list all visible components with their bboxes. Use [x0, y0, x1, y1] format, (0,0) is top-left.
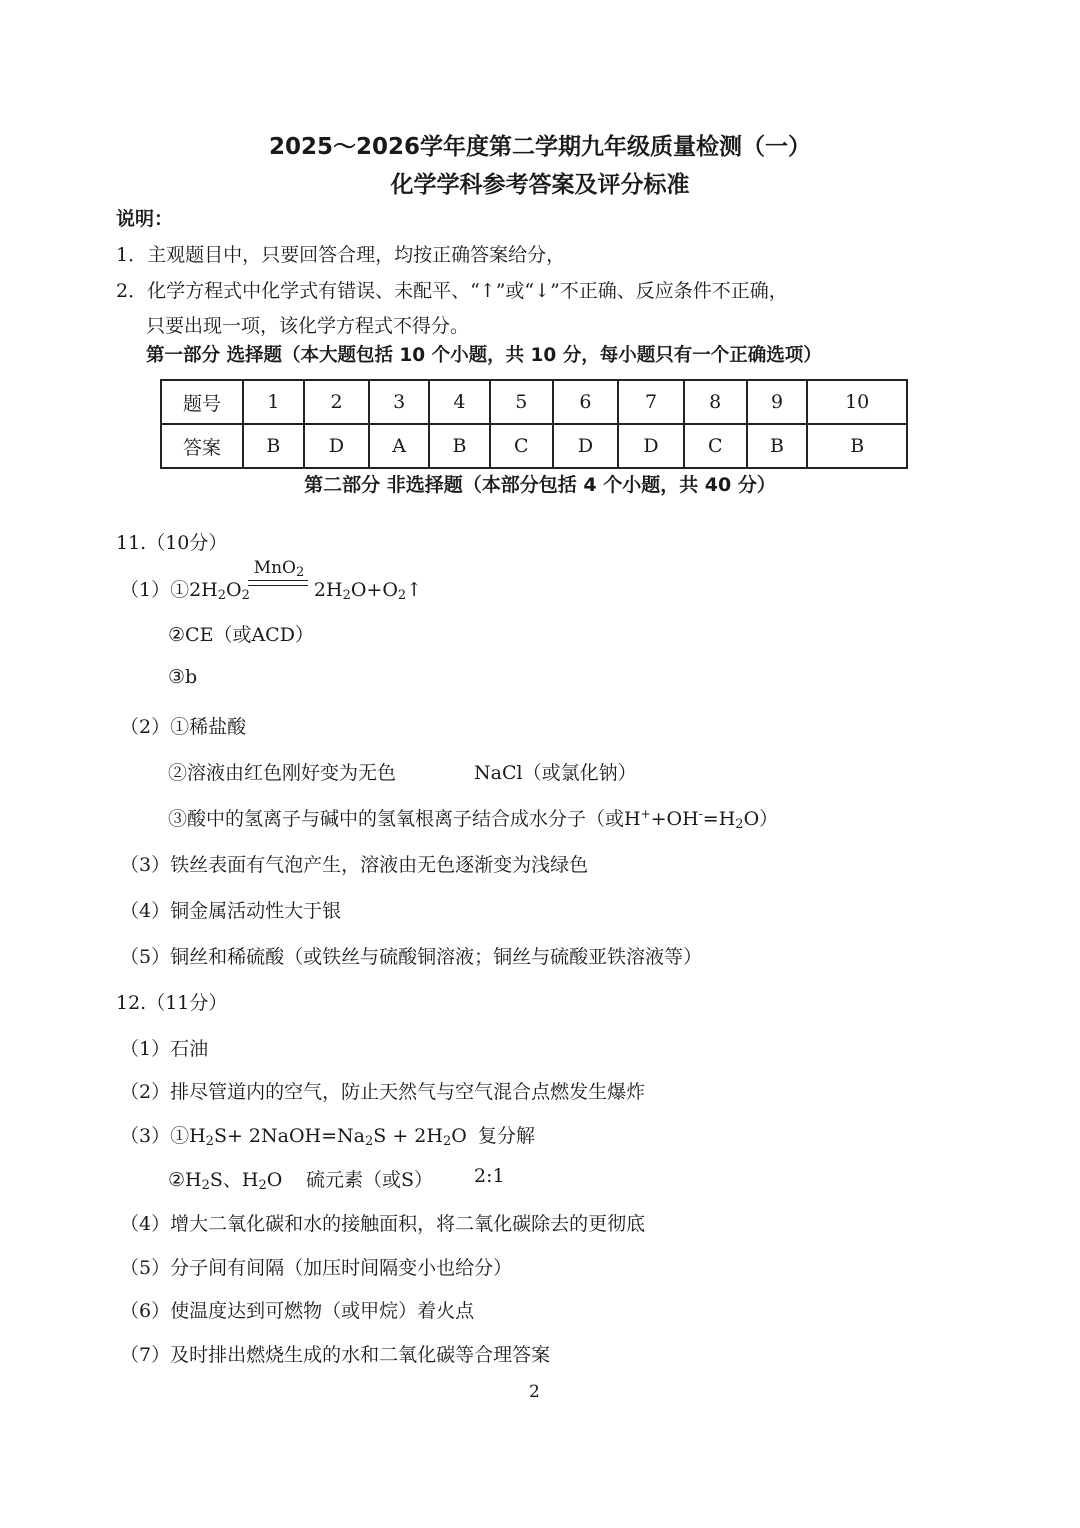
question-number: 2 [304, 380, 370, 424]
answer-cell: A [369, 424, 429, 468]
question-number: 8 [684, 380, 747, 424]
q11-p2-item2b: NaCl（或氯化钠） [474, 762, 637, 784]
catalyst-label: MnO$_2$ [253, 558, 305, 580]
answer-cell: B [243, 424, 304, 468]
q12-p7: （7）及时排出燃烧生成的水和二氧化碳等合理答案 [120, 1344, 551, 1366]
page-number: 2 [529, 1382, 540, 1402]
q11-p1-equation: $(1)①2H_2O_2$ $2H_2O+O_2↑$ [120, 579, 423, 603]
answer-cell: D [304, 424, 370, 468]
part1-heading: 第一部分 选择题（本大题包括 10 个小题，共 10 分，每小题只有一个正确选项） [146, 345, 822, 366]
note-item-2-cont: 只要出现一项，该化学方程式不得分。 [146, 315, 470, 337]
q11-p2-item3-text: ③酸中的氢离子与碱中的氢氧根离子结合成水分子（或H [168, 808, 641, 830]
question-number: 6 [553, 380, 619, 424]
q11-p1-item2: ②CE（或ACD） [168, 624, 314, 646]
q12-p4: （4）增大二氧化碳和水的接触面积，将二氧化碳除去的更彻底 [120, 1213, 646, 1235]
q12-title: 12.（11分） [116, 992, 228, 1014]
table-row-answers [161, 424, 907, 468]
q12-p3-item2a: $②H_2S$、$H_2O$ [168, 1169, 283, 1193]
question-number: 5 [490, 380, 553, 424]
q11-p3: （3）铁丝表面有气泡产生，溶液由无色逐渐变为浅绿色 [120, 854, 589, 876]
question-number: 10 [807, 380, 907, 424]
q11-p1-item3: ③b [168, 666, 198, 688]
q12-p3-reaction-type: 复分解 [478, 1125, 536, 1147]
q12-p6: （6）使温度达到可燃物（或甲烷）着火点 [120, 1300, 475, 1322]
answer-cell: B [807, 424, 907, 468]
question-number: 7 [618, 380, 684, 424]
q11-p2-item3: ③酸中的氢离子与碱中的氢氧根离子结合成水分子（或$H^++OH^-=H_2O$） [168, 807, 779, 832]
answer-cell: B [429, 424, 490, 468]
q11-p5: （5）铜丝和稀硫酸（或铁丝与硫酸铜溶液；铜丝与硫酸亚铁溶液等） [120, 946, 703, 968]
row-label-answer: 答案 [161, 424, 243, 468]
q11-p2-item2a: ②溶液由红色刚好变为无色 [168, 762, 397, 784]
q12-p3-item1: $(3)①H_2S+$ $2NaOH=Na_2S + 2H_2O$ [120, 1125, 467, 1149]
question-number: 4 [429, 380, 490, 424]
note-item-1: 1．主观题目中，只要回答合理，均按正确答案给分， [116, 244, 566, 266]
answer-cell: C [684, 424, 747, 468]
part2-heading: 第二部分 非选择题（本部分包括 4 个小题，共 40 分） [304, 474, 776, 496]
q12-p3-item2b: 硫元素（或S） [306, 1169, 434, 1191]
answer-cell: B [747, 424, 808, 468]
question-number: 1 [243, 380, 304, 424]
row-label-question: 题号 [161, 380, 243, 424]
question-number: 3 [369, 380, 429, 424]
page-title: 2025～2026学年度第二学期九年级质量检测（一） [268, 134, 812, 160]
q12-p5: （5）分子间有间隔（加压时间隔变小也给分） [120, 1257, 513, 1279]
q11-p2-item1: （2）①稀盐酸 [120, 716, 247, 738]
answer-table [160, 379, 908, 469]
q11-p4: （4）铜金属活动性大于银 [120, 900, 342, 922]
page-subtitle: 化学学科参考答案及评分标准 [390, 172, 690, 198]
answer-cell: C [490, 424, 553, 468]
q12-p2: （2）排尽管道内的空气，防止天然气与空气混合点燃发生爆炸 [120, 1081, 646, 1103]
question-number: 9 [747, 380, 808, 424]
q12-p1: （1）石油 [120, 1038, 209, 1060]
table-row-numbers [161, 380, 907, 424]
note-item-2: 2．化学方程式中化学式有错误、未配平、“↑”或“↓”不正确、反应条件不正确， [116, 280, 788, 302]
q12-p3-item2c: 2:1 [474, 1165, 505, 1187]
answer-cell: D [618, 424, 684, 468]
equation-prefix: （1）①2H [120, 579, 218, 601]
answer-cell: D [553, 424, 619, 468]
q11-title: 11.（10分） [116, 532, 228, 554]
notes-label: 说明： [116, 208, 174, 230]
